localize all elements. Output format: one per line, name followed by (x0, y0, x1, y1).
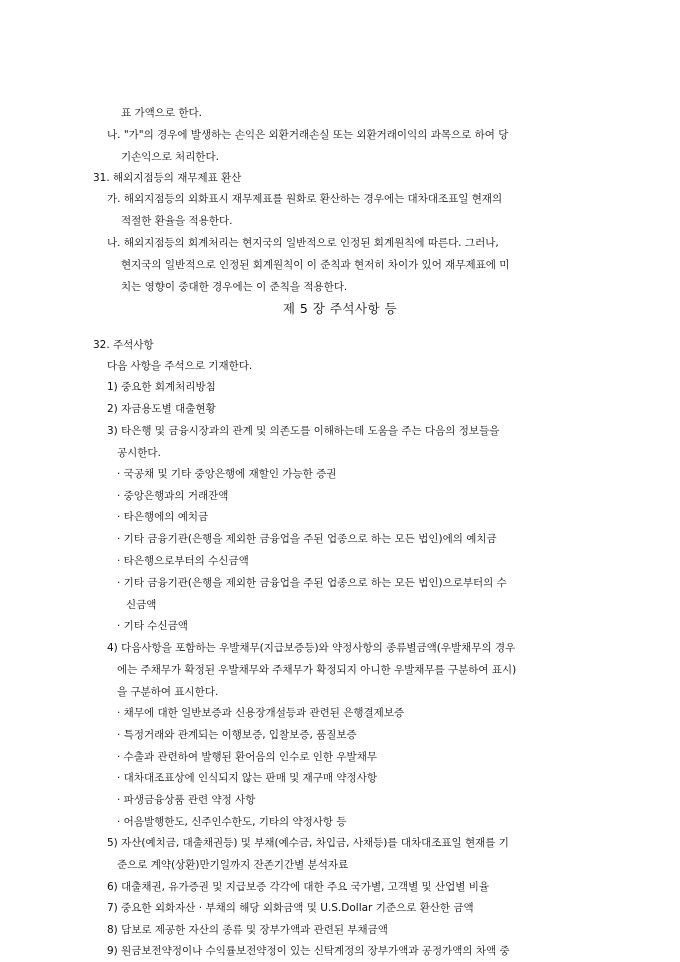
bullet-item: · 타은행으로부터의 수신금액 (117, 555, 249, 567)
text-line: 가. 해외지점등의 외화표시 재무제표를 원화로 환산하는 경우에는 대차대조표일 현재의 (107, 193, 503, 205)
text-line: 치는 영향이 중대한 경우에는 이 준칙을 적용한다. (121, 281, 348, 293)
list-item: 8) 담보로 제공한 자산의 종류 및 장부가액과 관련된 부채금액 (107, 924, 388, 936)
chapter-title: 제 5 장 주석사항 등 (282, 301, 398, 316)
bullet-item: · 국공채 및 기타 중앙은행에 재할인 가능한 증권 (117, 468, 337, 480)
bullet-item: · 어음발행한도, 신주인수한도, 기타의 약정사항 등 (117, 816, 347, 828)
bullet-item: · 특정거래와 관계되는 이행보증, 입찰보증, 품질보증 (117, 729, 357, 741)
text-line: 준으로 계약(상환)만기일까지 잔존기간별 분석자료 (117, 859, 349, 871)
text-line: 현지국의 일반적으로 인정된 회계원칙이 이 준칙과 현저히 차이가 있어 재무제표에 미 (121, 259, 510, 271)
text-line: 에는 주채무가 확정된 우발채무와 주채무가 확정되지 아니한 우발채무를 구분하여 표시) (117, 664, 517, 676)
text-line: 나. "가"의 경우에 발생하는 손익은 외환거래손실 또는 외환거래이익의 과목으로 하여 당 (107, 129, 509, 141)
bullet-item: · 수출과 관련하여 발행된 환어음의 인수로 인한 우발채무 (117, 751, 377, 763)
text-line: 적절한 환율을 적용한다. (121, 215, 233, 227)
list-item: 4) 다음사항을 포함하는 우발채무(지급보증등)와 약정사항의 종류별금액(우발채무의 경우 (107, 642, 516, 654)
bullet-item: · 중앙은행과의 거래잔액 (117, 490, 229, 502)
bullet-item: · 대차대조표상에 인식되지 않는 판매 및 재구매 약정사항 (117, 772, 377, 784)
section-title: 32. 주석사항 (93, 339, 154, 351)
bullet-item: · 파생금융상품 관련 약정 사항 (117, 794, 256, 806)
list-item: 7) 중요한 외화자산 · 부채의 해당 외화금액 및 U.S.Dollar 기준으로 환산한 금액 (107, 902, 474, 914)
bullet-item: · 기타 금융기관(은행을 제외한 금융업을 주된 업종으로 하는 모든 법인)에의 예치금 (117, 533, 497, 545)
list-item: 2) 자금용도별 대출현황 (107, 403, 216, 415)
text-line: 신금액 (126, 599, 157, 611)
bullet-item: · 채무에 대한 일반보증과 신용장개설등과 관련된 은행결제보증 (117, 707, 405, 719)
text-line: 다음 사항을 주석으로 기재한다. (107, 360, 253, 372)
list-item: 3) 타은행 및 금융시장과의 관계 및 의존도를 이해하는데 도움을 주는 다음의 정보들을 (107, 425, 500, 437)
bullet-item: · 타은행에의 예치금 (117, 511, 209, 523)
list-item: 9) 원금보전약정이나 수익률보전약정이 있는 신탁계정의 장부가액과 공정가액의 차액 중 (107, 945, 510, 957)
text-line: 을 구분하여 표시한다. (117, 686, 219, 698)
list-item: 6) 대출채권, 유가증권 및 지급보증 각각에 대한 주요 국가별, 고객별 및 산업별 비율 (107, 881, 490, 893)
text-line: 표 가액으로 한다. (121, 107, 203, 119)
section-title: 31. 해외지점등의 재무제표 환산 (93, 172, 242, 184)
bullet-item: · 기타 금융기관(은행을 제외한 금융업을 주된 업종으로 하는 모든 법인)으로부터의 수 (117, 577, 507, 589)
text-line: 나. 해외지점등의 회계처리는 현지국의 일반적으로 인정된 회계원칙에 따른다. 그러나, (107, 237, 499, 249)
list-item: 1) 중요한 회계처리방침 (107, 381, 216, 393)
text-line: 공시한다. (117, 447, 161, 459)
text-line: 기손익으로 처리한다. (121, 151, 219, 163)
list-item: 5) 자산(예치금, 대출채권등) 및 부채(예수금, 차입금, 사채등)를 대차대조표일 현재를 기 (107, 837, 509, 849)
bullet-item: · 기타 수신금액 (117, 620, 188, 632)
